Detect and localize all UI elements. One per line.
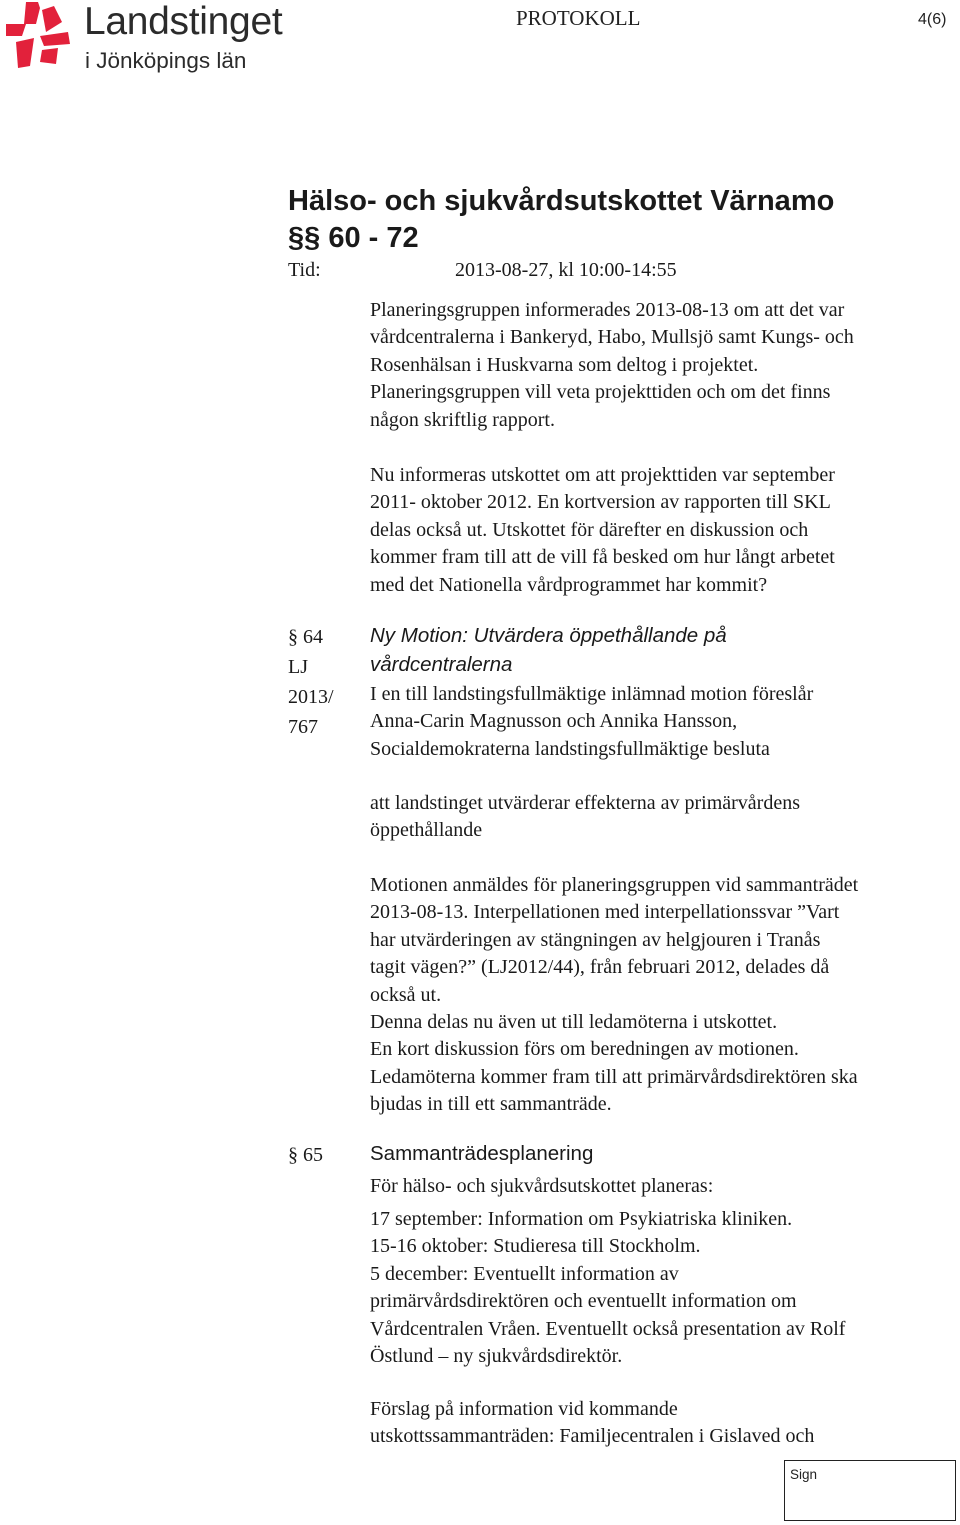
org-logo — [6, 2, 316, 76]
paragraph-range: §§ 60 - 72 — [288, 222, 419, 254]
schedule-item: 15-16 oktober: Studieresa till Stockholm. — [370, 1235, 701, 1258]
schedule-item: 5 december: Eventuellt information av — [370, 1262, 679, 1285]
org-name: Landstinget — [84, 0, 283, 43]
page-number: 4(6) — [918, 11, 947, 28]
text-line: att landstinget utvärderar effekterna av primärvårdens — [370, 792, 800, 814]
text-line: Förslag på information vid kommande — [370, 1398, 678, 1420]
text-line: Motionen anmäldes för planeringsgruppen vid sammanträdet — [370, 874, 859, 896]
section-64-paragraph-2 — [370, 790, 800, 845]
section-64-paragraph-3 — [370, 872, 858, 1119]
text-line: Denna delas nu även ut till ledamöterna i utskottet. — [370, 1011, 778, 1034]
section-number: § 64 — [288, 626, 323, 648]
section-number: § 65 — [288, 1144, 323, 1166]
text-line: delas också ut. Utskottet för därefter en diskussion och — [370, 518, 809, 541]
text-line: En kort diskussion förs om beredningen av motionen. — [370, 1038, 799, 1061]
section-65-schedule — [370, 1206, 845, 1370]
text-line: I en till landstingsfullmäktige inlämnad motion föreslår — [370, 683, 814, 705]
heading-line: Ny Motion: Utvärdera öppethållande på — [370, 624, 727, 647]
time-value: 2013-08-27, kl 10:00-14:55 — [455, 259, 677, 281]
section-64-paragraph-1 — [370, 681, 813, 763]
section-65-proposal — [370, 1396, 814, 1451]
text-line: har utvärderingen av stängningen av helgjouren i Tranås — [370, 928, 821, 951]
text-line: öppethållande — [370, 819, 483, 842]
text-line: tagit vägen?” (LJ2012/44), från februari 2012, delades då — [370, 956, 830, 979]
intro-paragraph-2 — [370, 462, 835, 599]
section-65-margin — [288, 1140, 323, 1170]
meeting-title: Hälso- och sjukvårdsutskottet Värnamo — [288, 185, 835, 217]
text-line: bjudas in till ett sammanträde. — [370, 1093, 612, 1116]
section-64-margin — [288, 622, 334, 742]
landstinget-logo-icon — [6, 2, 72, 70]
sign-label: Sign — [790, 1467, 818, 1482]
text-line: Ledamöterna kommer fram till att primärvårdsdirektören ska — [370, 1065, 858, 1088]
signature-box — [784, 1460, 956, 1521]
text-line: vårdcentralerna i Bankeryd, Habo, Mullsjö samt Kungs- och — [370, 326, 854, 349]
text-line: med det Nationella vårdprogrammet har kommit? — [370, 573, 768, 596]
time-label: Tid: — [288, 259, 321, 281]
text-line: också ut. — [370, 983, 442, 1006]
text-line: Planeringsgruppen informerades 2013-08-13 om att det var — [370, 299, 845, 321]
section-65-heading: Sammanträdesplanering — [370, 1142, 594, 1165]
text-line: Socialdemokraterna landstingsfullmäktige besluta — [370, 737, 770, 760]
schedule-item: primärvårdsdirektören och eventuellt information om — [370, 1290, 797, 1313]
schedule-item: Östlund – ny sjukvårdsdirektör. — [370, 1345, 623, 1368]
case-prefix: LJ — [288, 656, 308, 678]
section-64-heading — [370, 621, 727, 679]
org-subtitle: i Jönköpings län — [85, 48, 247, 73]
text-line: Planeringsgruppen vill veta projekttiden och om det finns — [370, 381, 831, 404]
schedule-item: 17 september: Information om Psykiatriska kliniken. — [370, 1208, 793, 1230]
case-number: 767 — [288, 716, 318, 738]
schedule-item: Vårdcentralen Vråen. Eventuellt också presentation av Rolf — [370, 1317, 846, 1340]
document-type: PROTOKOLL — [516, 6, 641, 30]
case-year: 2013/ — [288, 686, 334, 708]
text-line: någon skriftlig rapport. — [370, 408, 555, 431]
text-line: Rosenhälsan i Huskvarna som deltog i projektet. — [370, 353, 759, 376]
text-line: utskottssammanträden: Familjecentralen i Gislaved och — [370, 1425, 815, 1448]
text-line: 2011- oktober 2012. En kortversion av rapporten till SKL — [370, 491, 831, 514]
text-line: 2013-08-13. Interpellationen med interpellationssvar ”Vart — [370, 901, 840, 924]
intro-paragraph-1 — [370, 297, 854, 434]
text-line: Anna-Carin Magnusson och Annika Hansson, — [370, 710, 738, 733]
heading-line: vårdcentralerna — [370, 653, 513, 676]
text-line: kommer fram till att de vill få besked om hur långt arbetet — [370, 546, 835, 569]
text-line: Nu informeras utskottet om att projekttiden var september — [370, 464, 835, 486]
section-65-intro: För hälso- och sjukvårdsutskottet planeras: — [370, 1175, 714, 1197]
